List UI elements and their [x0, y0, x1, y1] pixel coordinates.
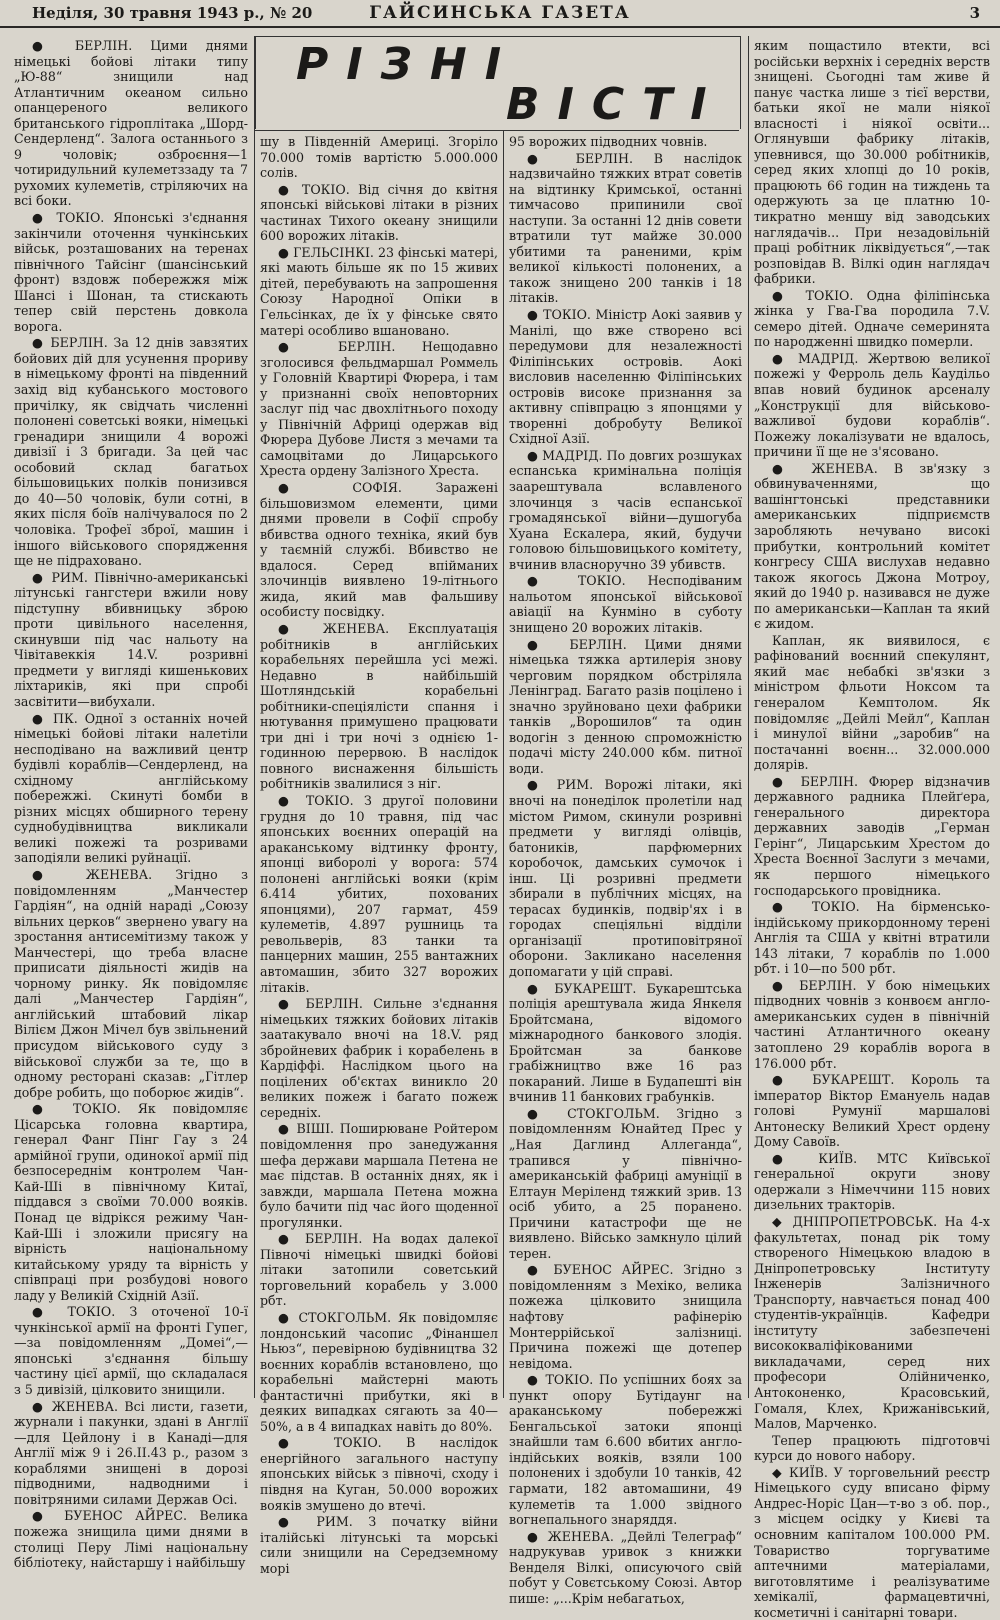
news-item: ● КИЇВ. МТС Київської генеральної округи знову одержали з Німеччини 115 нових дизельних тракторів. [754, 1150, 990, 1213]
news-item: ● РИМ. Північно-американські літунські гангстери вжили нову підступну вбивницьку зброю проти цивільного населення, скинувши під час нальоту на Чівітавеккія 14.V. розривні предмети у вигляді кишенькових ліхтариків, які при спробі засвітити—вибухали. [14, 569, 248, 709]
news-item: ● БЕРЛІН. За 12 днів завзятих бойових дій для усунення прориву в німецькому фронті на південний захід від кубанського мостового причілку, як свідчать численні полонені советські вояки, німецькі гренадири знищили 4 ворожі дивізії і 3 бригади. За цей час особовий склад багатьох більшовицьких полків понизився до 40—50 чоловік, були сотні, в яких після боїв налічувалося по 2 чоловіка. Трофеї зброї, машин і іншого військового спорядження ще не підраховано. [14, 335, 248, 569]
news-item: ● ТОКІО. Одна філіпінська жінка у Гва-Гва породила 7.V. семеро дітей. Одначе семеринята по народженні швидко померли. [754, 287, 990, 350]
news-item: ◆ КИЇВ. У торговельний реєстр Німецького суду вписано фірму Андрес-Норіс Цан—т-во з об. пор., з місцем осідку у Києві та основним капіталом 100.000 РМ. Товариство торгуватиме аптечними матеріалами, виготовлятиме і реалізуватиме хемікалії, фармацевтичні, косметичні і санітарні товари. [754, 1464, 990, 1620]
news-item: ● СТОКГОЛЬМ. Згідно з повідомленням Юнайтед Прес у „Ная Даглинд Аллеганда“, трапився у північно-американській фабриці амуніції в Елтаун Меріленд тяжкий зрив. 13 осіб убито, а 25 поранено. Причини катастрофи ще не виявлено. Військо замкнуло цілий терен. [509, 1105, 742, 1261]
news-item: ● ТОКІО. З другої половини грудня до 10 травня, під час японських воєнних операцій на араканському відтинку фронту, японці виборолі у ворога: 574 полонені англійські вояки (крім 6.414 убитих, похованих японцями), 207 гармат, 459 кулеметів, 4.897 рушниць та револьверів, 83 танки та панцерних машин, 255 вантажних автомашин, збито 327 ворожих літаків. [260, 792, 498, 995]
news-item: ● ТОКІО. Як повідомляє Цісарська головна квартира, генерал Фанг Пінг Гау з 24 армійної групи, одинокої армії під безпосереднім контролем Чан-Кай-Ші в північному Китаї, піддався з своїми 70.000 вояків. Понад це відрікся режиму Чан-Кай-Ші і зложили присягу на вірність національному китайському уряду та вірність у співпраці при розбудові нового ладу у Великій Східній Азії. [14, 1101, 248, 1303]
news-item: ● БЕРЛІН. На водах далекої Півночі німецькі швидкі бойові літаки затопили советський торговельний корабель у 3.000 рбт. [260, 1231, 498, 1309]
news-item: ● ЖЕНЕВА. Експлуатація робітників в англійських корабельнях перейшла усі межі. Недавно в найбільшій Шотляндській корабельні робітники-спеціялісти спання і нютування примушено працювати три дні і три ночі з однією 1-годинною перервою. В наслідок повного виснаження більшість робітників звалилися з ніг. [260, 620, 498, 792]
news-item: ● БЕРЛІН. В наслідок надзвичайно тяжких втрат советів на відтинку Кримської, останні тимчасово припинили свої наступи. За останні 12 днів совети втратили тут майже 30.000 убитими та раненими, крім великої кількості полонених, а також знищено 200 танків і 18 літаків. [509, 150, 742, 306]
news-item: ● РИМ. Ворожі літаки, які вночі на понеділок пролетіли над містом Римом, скинули розривні предмети у вигляді олівців, батоників, парфюмерних коробочок, дамських сумочок і інш. Ці розривні предмети збирали в публічних місцях, на терасах будинків, подвір'ях і в городах спеціяльні відділи організації протиповітряної оборони. Закликано населення допомагати у цій справі. [509, 777, 742, 979]
news-item: ● РИМ. З початку війни італійські літунські та морські сили знищили на Середземному морі [260, 1514, 498, 1576]
news-item: ● СТОКГОЛЬМ. Як повідомляє лондонський часопис „Фінаншел Ньюз“, перевірною будівництва 32 воєнних кораблів встановлено, що корабельні майстерні мають фантастичні прибутки, які в деяких випадках сягають за 40—50%, а в 4 випадках навіть до 80%. [260, 1310, 498, 1434]
news-column-1 [14, 38, 248, 1571]
news-item: ● ВІШІ. Поширюване Ройтером повідомлення про занедужання шефа держави маршала Петена не має підстав. В останніх днях, як і завжди, маршала Петена можна було бачити під час його щоденної прогулянки. [260, 1121, 498, 1230]
news-item: ● БУЕНОС АЙРЕС. Велика пожежа знищила цими днями в столиці Перу Лімі національну бібліотеку, найстаршу і найбільшу [14, 1508, 248, 1571]
issue-date: Неділя, 30 травня 1943 р., № 20 [32, 4, 313, 22]
news-item: ● БУКАРЕШТ. Букарештська поліція арештувала жида Янкеля Бройтсмана, відомого міжнародного банкового злодія. Бройтсман за банкове грабіжництво вже 16 раз покараний. Лише в Будапешті він вчинив 11 банкових грабунків. [509, 980, 742, 1105]
masthead-word-1: РІЗНІ [296, 39, 520, 90]
column-rule-3 [748, 36, 749, 1398]
news-item: ● БЕРЛІН. У бою німецьких підводних човнів з конвоєм англо-американських суден в північній частині Атлантичного океану затоплено 29 кораблів ворога в 176.000 рбт. [754, 977, 990, 1071]
news-item: ● БУКАРЕШТ. Король та імператор Віктор Емануель надав голові Румунії маршалові Антонеску Великий Хрест ордену Дому Савоїв. [754, 1072, 990, 1150]
news-item: ● БЕРЛІН. Цими днями німецька тяжка артилерія знову черговим порядком обстріляла Ленінград. Багато разів поцілено і значно зруйновано цехи фабрики танків „Ворошилов“ та один водогін з денною спроможністю подачі місту 240.000 кбм. питної води. [509, 636, 742, 776]
news-item: Тепер працюють підготовчі курси до нового набору. [754, 1432, 990, 1464]
newspaper-title: ГАЙСИНСЬКА ГАЗЕТА [369, 3, 631, 23]
news-item: ◆ ДНІПРОПЕТРОВСЬК. На 4-х факультетах, понад рік тому створеного Німецькою владою в Дніпропетровську Інституту Інженерів Залізничного Транспорту, навчається понад 400 студентів-українців. Кафедри інституту забезпечені висококваліфікованими викладачами, серед них професори Олійниченко, Антоконенко, Красовський, Гомаля, Клех, Крижанівський, Малов, Марченко. [754, 1214, 990, 1432]
news-item: ● МАДРІД. Жертвою великої пожежі у Ферроль дель Каудільо впав новий будинок арсеналу „Конструкції для військово-важливої будови кораблів“. Пожежу локалізувати не вдалось, причини її ще не з'ясовано. [754, 350, 990, 460]
news-item: ● ТОКІО. На бірменсько-індійському прикордонному терені Англія та США у квітні втратили 143 літаки, 7 кораблів по 1.000 рбт. і 10—по 500 рбт. [754, 899, 990, 977]
news-item: ● БУЕНОС АЙРЕС. Згідно з повідомленням з Мехіко, велика пожежа цілковито знищила нафтову рафінерію Монтеррійської залізниці. Причина пожежі ще дотепер невідома. [509, 1262, 742, 1371]
news-item: ● БЕРЛІН. Фюрер відзначив державного радника Плейґера, генерального директора державних заводів „Герман Герінг“, Лицарським Хрестом до Хреста Воєнної Заслуги з мечами, як першого німецького господарського провідника. [754, 773, 990, 898]
news-item: ● ЖЕНЕВА. В зв'язку з обвинуваченнями, що вашінгтонські представники американських підприємств заробляють нечувано високі прибутки, контрольний комітет конгресу США вислухав недавно також якогось Джона Мотроу, який до 1940 р. називався не дуже по американськи—Каплан та який є жидом. [754, 460, 990, 632]
news-item: Каплан, як виявилося, є рафінований воєнний спекулянт, який має небабкі зв'язки з міністром фльоти Ноксом та генералом Кемптолом. Як повідомляє „Дейлі Мейл“, Каплан і минулої війни „заробив“ на постачанні воєнн... 32.000.000 долярів. [754, 632, 990, 773]
news-column-3 [509, 134, 742, 1606]
news-item: ● ТОКІО. Міністр Аокі заявив у Манілі, що вже створено всі передумови для незалежності Філіпінських островів. Аокі висловив населенню Філіпінських островів високе признання за активну співпрацю з японцями у творенні добробуту Великої Східної Азії. [509, 307, 742, 447]
masthead-bottom-rule [255, 130, 739, 131]
news-item: ● ЖЕНЕВА. „Дейлі Телеграф“ надрукував уривок з книжки Венделя Вілкі, описуючого свій побут у Совєтському Союзі. Автор пише: „...Крім небагатьох, [509, 1528, 742, 1606]
section-masthead [255, 36, 741, 129]
column-rule-1 [254, 36, 255, 1398]
news-item: яким пощастило втекти, всі російськи верхніх і середніх верств знищені. Сьогодні там живе й панує частка лише з тієї верстви, батьки якої не мали ніякої власності і ніякої освіти... Оглянувши фабрику літаків, упевнився, що 30.000 робітників, серед яких хлопці до 10 років, працюють 66 годин на тиждень та одержують за це платню 10-тикратно меншу від заводських наглядачів... При незадовільній праці робітник ліквідується“,—так розповідав В. Вілкі один наглядач фабрики. [754, 38, 990, 287]
page-header [0, 0, 1000, 28]
news-item: ● МАДРІД. По довгих розшуках еспанська кримінальна поліція заарештувала вславленого злочинця з часів еспанської громадянської війни—душогуба Хуана Ескалера, який, будучи головою більшовицького комітету, вчинив власноручно 39 убивств. [509, 447, 742, 572]
news-item: ● ЖЕНЕВА. Всі листи, газети, журнали і пакунки, здані в Англії—для Цейлону і в Канаді—для Англії між 9 і 26.ІІ.43 р., разом з кораблями знищені в дорозі підводними, надводними і повітряними силами Держав Осі. [14, 1398, 248, 1507]
column-rule-2 [503, 130, 504, 1398]
news-item: ● ПК. Одної з останніх ночей німецькі бойові літаки налетіли несподівано на важливий центр будівлі кораблів—Сендерленд, на східному англійському побережжі. Скинуті бомби в різних місцях обширного терену суднобудівництва викликали великі пожежі та розривами заподіяли великі руйнації. [14, 710, 248, 866]
news-item: ● ТОКІО. Несподіваним нальотом японської військової авіації на Кунміно в суботу знищено 20 ворожих літаків. [509, 573, 742, 635]
masthead-word-2: ВІСТІ [506, 79, 725, 130]
news-item: ● СОФІЯ. Заражені більшовизмом елементи, цими днями провели в Софії спробу вбивства одного техніка, який був у таємній службі. Вбивство не вдалося. Серед впійманих злочинців виявлено 19-літнього жида, який мав фальшиву особисту посвідку. [260, 480, 498, 620]
news-item: ● БЕРЛІН. Сильне з'єднання німецьких тяжких бойових літаків заатакувало вночі на 18.V. ряд збройневих фабрик і корабелень в Кардіффі. Наслідком цього на поцілених об'єктах виникло 20 великих пожеж і багато пожеж середніх. [260, 996, 498, 1120]
news-column-2 [260, 134, 498, 1576]
news-item: ● БЕРЛІН. Нещодавно зголосився фельдмаршал Роммель у Головній Квартирі Фюрера, і там у признанні своїх неповторних заслуг під час двохлітнього походу у Північній Африці одержав від Фюрера Дубове Листя з мечами та самоцвітами до Лицарського Хреста ордену Залізного Хреста. [260, 339, 498, 479]
news-item: ● ЖЕНЕВА. Згідно з повідомленням „Манчестер Гардіян“, на одній нараді „Союзу вільних церков“ звернено увагу на зростання антисемітизму також у Манчестері, що треба власне приписати діяльності жидів на чорному ринку. Як повідомляє далі „Манчестер Гардіян“, англійський штабовий лікар Вілієм Джон Мічел був звільнений присудом військового суду з військової служби за те, що в одному ресторані сказав: „Гітлер добре робить, що поборює жидів“. [14, 866, 248, 1100]
news-item: ● ТОКІО. В наслідок енергійного загального наступу японських військ з півночі, сходу і півдня на Куган, 50.000 ворожих вояків змушено до втечі. [260, 1435, 498, 1513]
news-item: 95 ворожих підводних човнів. [509, 134, 708, 149]
news-item: шу в Південній Америці. Згоріло 70.000 томів вартістю 5.000.000 солів. [260, 134, 498, 181]
news-item: ● ТОКІО. З оточеної 10-ї чункінської армії на фронті Гупег,—за повідомленням „Домеі“,—японські з'єднання більшу частину цієї армії, що складалася з 5 дивізій, цілковито знищили. [14, 1304, 248, 1398]
news-column-4 [754, 38, 990, 1620]
news-item: ● ГЕЛЬСІНКІ. 23 фінські матері, які мають більше як по 15 живих дітей, перебувають на запрошення Союзу Народної Опіки в Гельсінках, де їх у фінське свято матері особливо вшановано. [260, 244, 498, 338]
news-item: ● БЕРЛІН. Цими днями німецькі бойові літаки типу „Ю-88“ знищили над Атлантичним океаном сильно опанцереного великого британського гідроплітака „Шорд-Сендерленд“. Залога останнього з 9 чоловік; озброєння—1 чотиридульний кулеметззаду та 7 рухомих кулеметів, стріляючих на всі боки. [14, 38, 248, 209]
news-item: ● ТОКІО. Від січня до квітня японські військові літаки в різних частинах Тихого океану знищили 600 ворожих літаків. [260, 181, 498, 244]
news-item: ● ТОКІО. По успішних боях за пункт опору Бутідаунг на араканському побережжі Бенгальської затоки японці знайшли там 6.600 вбитих англо-індійських вояків, взяли 100 полонених і здобули 10 танків, 42 гармати, 182 автомашини, 49 кулеметів та 1.000 звідного вогнепального знаряддя. [509, 1372, 742, 1528]
news-item: ● ТОКІО. Японські з'єднання закінчили оточення чункінських військ, розташованих на теренах північного Тайсінг (шансінський фронт) вздовж побережжя між Шансі і Шонан, та стискають тепер свій перстень довкола ворога. [14, 210, 248, 334]
page-number: 3 [969, 4, 980, 22]
